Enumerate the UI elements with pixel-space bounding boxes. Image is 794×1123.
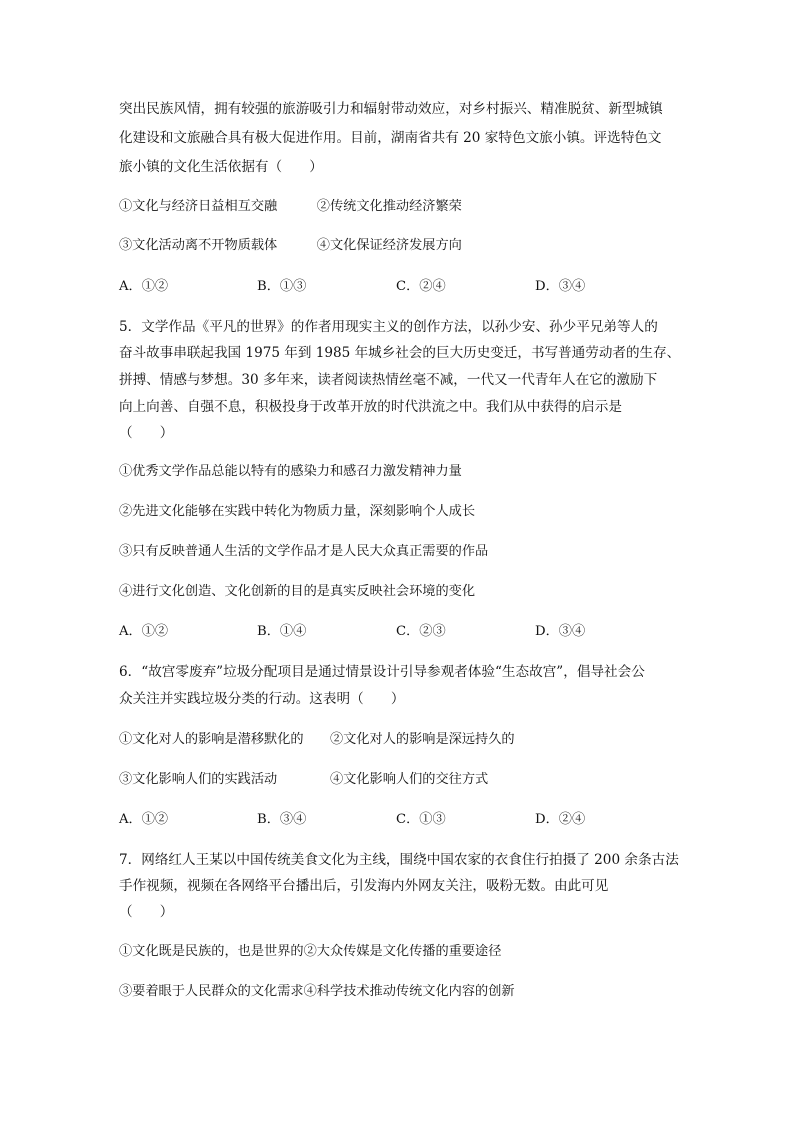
q6-statements-line-1: ①文化对人的影响是潜移默化的 ②文化对人的影响是深远持久的 (119, 732, 515, 747)
q4-option-a: A．①② (119, 279, 169, 294)
q5-option-a: A．①② (119, 624, 169, 639)
q6-option-a: A．①② (119, 812, 169, 827)
q4-text-line-1: 突出民族风情，拥有较强的旅游吸引力和辐射带动效应，对乡村振兴、精准脱贫、新型城镇 (119, 101, 663, 117)
q5-statement-4: ④进行文化创造、文化创新的目的是真实反映社会环境的变化 (119, 584, 476, 599)
q4-option-b: B．①③ (257, 279, 307, 294)
q5-option-b: B．①④ (257, 624, 307, 639)
q7-statements-line-2: ③要着眼于人民群众的文化需求④科学技术推动传统文化内容的创新 (119, 984, 515, 999)
q5-text-line-4: 向上向善、自强不息，积极投身于改革开放的时代洪流之中。我们从中获得的启示是 (119, 399, 622, 415)
q6-option-c: C．①③ (396, 812, 446, 827)
q5-option-d: D．③④ (535, 624, 586, 639)
q4-option-c: C．②④ (396, 279, 446, 294)
q6-statements-line-2: ③文化影响人们的实践活动 ④文化影响人们的交往方式 (119, 772, 489, 787)
q4-option-d: D．③④ (535, 279, 586, 294)
q7-statements-line-1: ①文化既是民族的，也是世界的②大众传媒是文化传播的重要途径 (119, 944, 502, 959)
q4-statements-line-2: ③文化活动离不开物质载体 ④文化保证经济发展方向 (119, 238, 462, 253)
q4-statements-line-1: ①文化与经济日益相互交融 ②传统文化推动经济繁荣 (119, 199, 462, 214)
q6-text-line-2: 众关注并实践垃圾分类的行动。这表明（ ） (119, 691, 405, 707)
q7-text-line-1: 7．网络红人王某以中国传统美食文化为主线，围绕中国农家的衣食住行拍摄了 200 余条古法 (119, 852, 679, 868)
q6-option-d: D．②④ (535, 812, 586, 827)
q5-text-line-2: 奋斗故事串联起我国 1975 年到 1985 年城乡社会的巨大历史变迁，书写普通劳动者的生存、 (119, 345, 681, 361)
q5-statement-3: ③只有反映普通人生活的文学作品才是人民大众真正需要的作品 (119, 544, 489, 559)
q5-text-line-5: （ ） (119, 425, 174, 441)
q4-text-line-3: 旅小镇的文化生活依据有（ ） (119, 159, 323, 175)
q5-option-c: C．②③ (396, 624, 446, 639)
q5-text-line-3: 拼搏、情感与梦想。30 多年来，读者阅读热情丝毫不减，一代又一代青年人在它的激励下 (119, 372, 658, 388)
q5-statement-2: ②先进文化能够在实践中转化为物质力量，深刻影响个人成长 (119, 504, 476, 519)
q6-text-line-1: 6．“故宫零废弃”垃圾分配项目是通过情景设计引导参观者体验“生态故宫”，倡导社会公 (119, 664, 645, 680)
q6-option-b: B．③④ (257, 812, 307, 827)
q7-text-line-3: （ ） (119, 904, 174, 920)
q5-text-line-1: 5．文学作品《平凡的世界》的作者用现实主义的创作方法，以孙少安、孙少平兄弟等人的 (119, 319, 658, 335)
q5-statement-1: ①优秀文学作品总能以特有的感染力和感召力激发精神力量 (119, 464, 462, 479)
q4-text-line-2: 化建设和文旅融合具有极大促进作用。目前，湖南省共有 20 家特色文旅小镇。评选特色文 (119, 130, 662, 146)
q7-text-line-2: 手作视频，视频在各网络平台播出后，引发海内外网友关注，吸粉无数。由此可见 (119, 878, 609, 894)
